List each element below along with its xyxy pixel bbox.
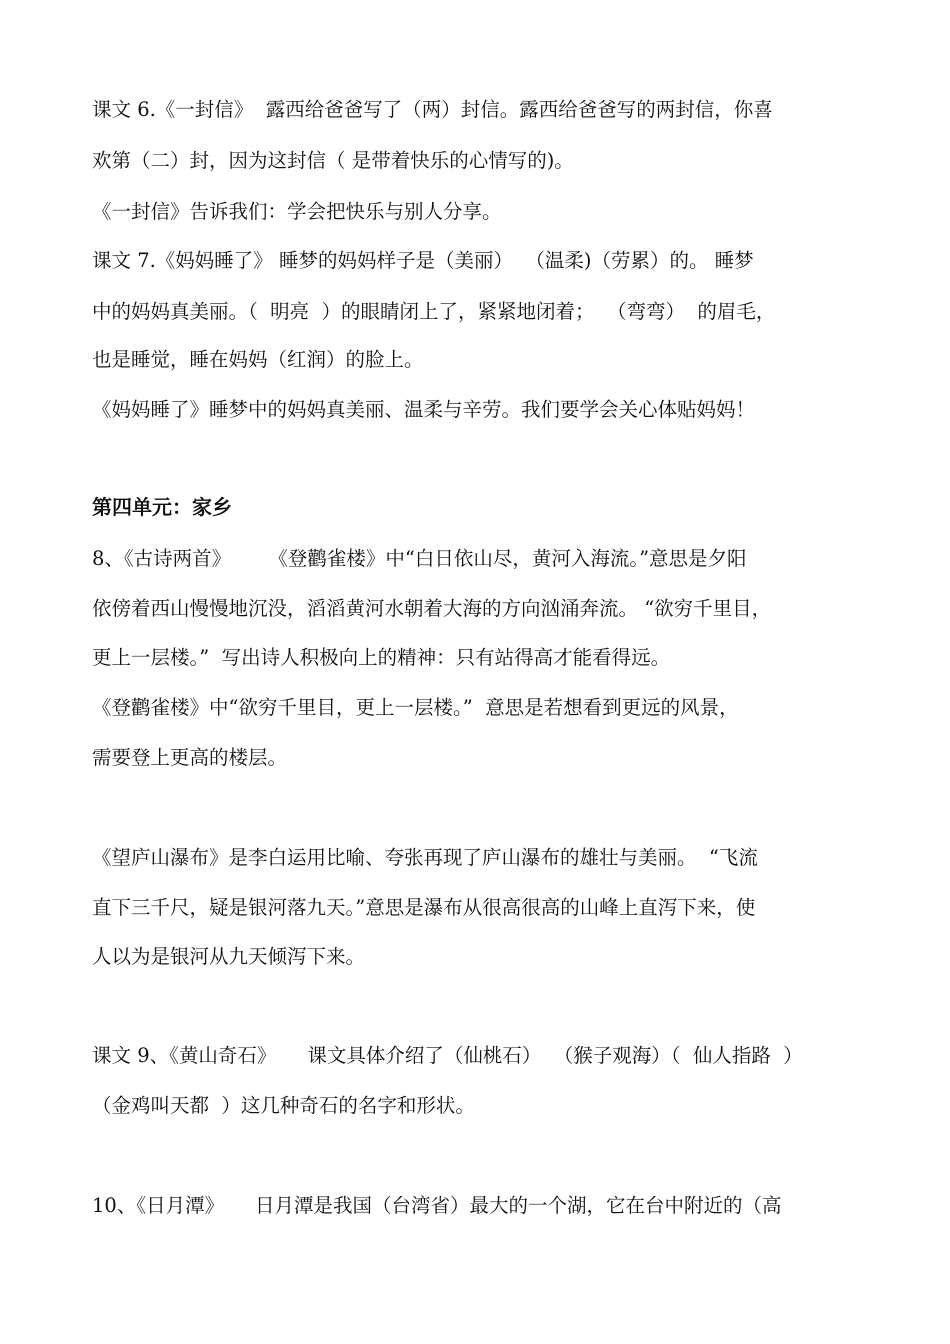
text-line-lushan-3: 人以为是银河从九天倾泻下来。 [92,945,366,968]
section-heading-unit4: 第四单元：家乡 [92,495,232,519]
text-line-lesson6-summary: 《一封信》告诉我们：学会把快乐与别人分享。 [92,200,502,223]
text-line-lesson8-5: 需要登上更高的楼层。 [92,746,288,769]
text-line-lesson7-1: 课文 7.《妈妈睡了》 睡梦的妈妈样子是（美丽） （温柔)（劳累）的。 睡梦 [92,249,754,272]
text-line-lesson9-2: （金鸡叫天都 ）这几种奇石的名字和形状。 [92,1094,475,1117]
text-line-lesson7-summary: 《妈妈睡了》睡梦中的妈妈真美丽、温柔与辛劳。我们要学会关心体贴妈妈！ [92,398,756,421]
text-line-lesson10-1: 10、《日月潭》 日月潭是我国（台湾省）最大的一个湖，它在台中附近的（高 [92,1194,782,1217]
text-line-lesson8-2: 依傍着西山慢慢地沉没，滔滔黄河水朝着大海的方向汹涌奔流。 “欲穷千里目， [92,597,772,620]
text-line-lesson7-3: 也是睡觉，睡在妈妈（红润）的脸上。 [92,348,424,371]
text-line-lesson8-3: 更上一层楼。” 写出诗人积极向上的精神：只有站得高才能看得远。 [92,646,671,669]
text-line-lesson8-4: 《登鹳雀楼》中“欲穷千里目，更上一层楼。” 意思是若想看到更远的风景， [92,696,739,719]
text-line-lushan-2: 直下三千尺，疑是银河落九天。”意思是瀑布从很高很高的山峰上直泻下来，使 [92,896,756,919]
text-line-lesson9-1: 课文 9、《黄山奇石》 课文具体介绍了（仙桃石） （猴子观海）（ 仙人指路 ） [92,1044,803,1067]
text-line-lesson7-2: 中的妈妈真美丽。（ 明亮 ）的眼睛闭上了，紧紧地闭着； （弯弯） 的眉毛， [92,300,776,323]
text-line-lesson6-1: 课文 6.《一封信》 露西给爸爸写了（两）封信。露西给爸爸写的两封信，你喜 [92,98,773,121]
text-line-lesson8-1: 8、《古诗两首》 《登鹳雀楼》中“白日依山尽，黄河入海流。”意思是夕阳 [92,547,747,570]
text-line-lesson6-2: 欢第（二）封，因为这封信（ 是带着快乐的心情写的)。 [92,149,574,172]
text-line-lushan-1: 《望庐山瀑布》是李白运用比喻、夸张再现了庐山瀑布的雄壮与美丽。 “飞流 [92,846,758,869]
